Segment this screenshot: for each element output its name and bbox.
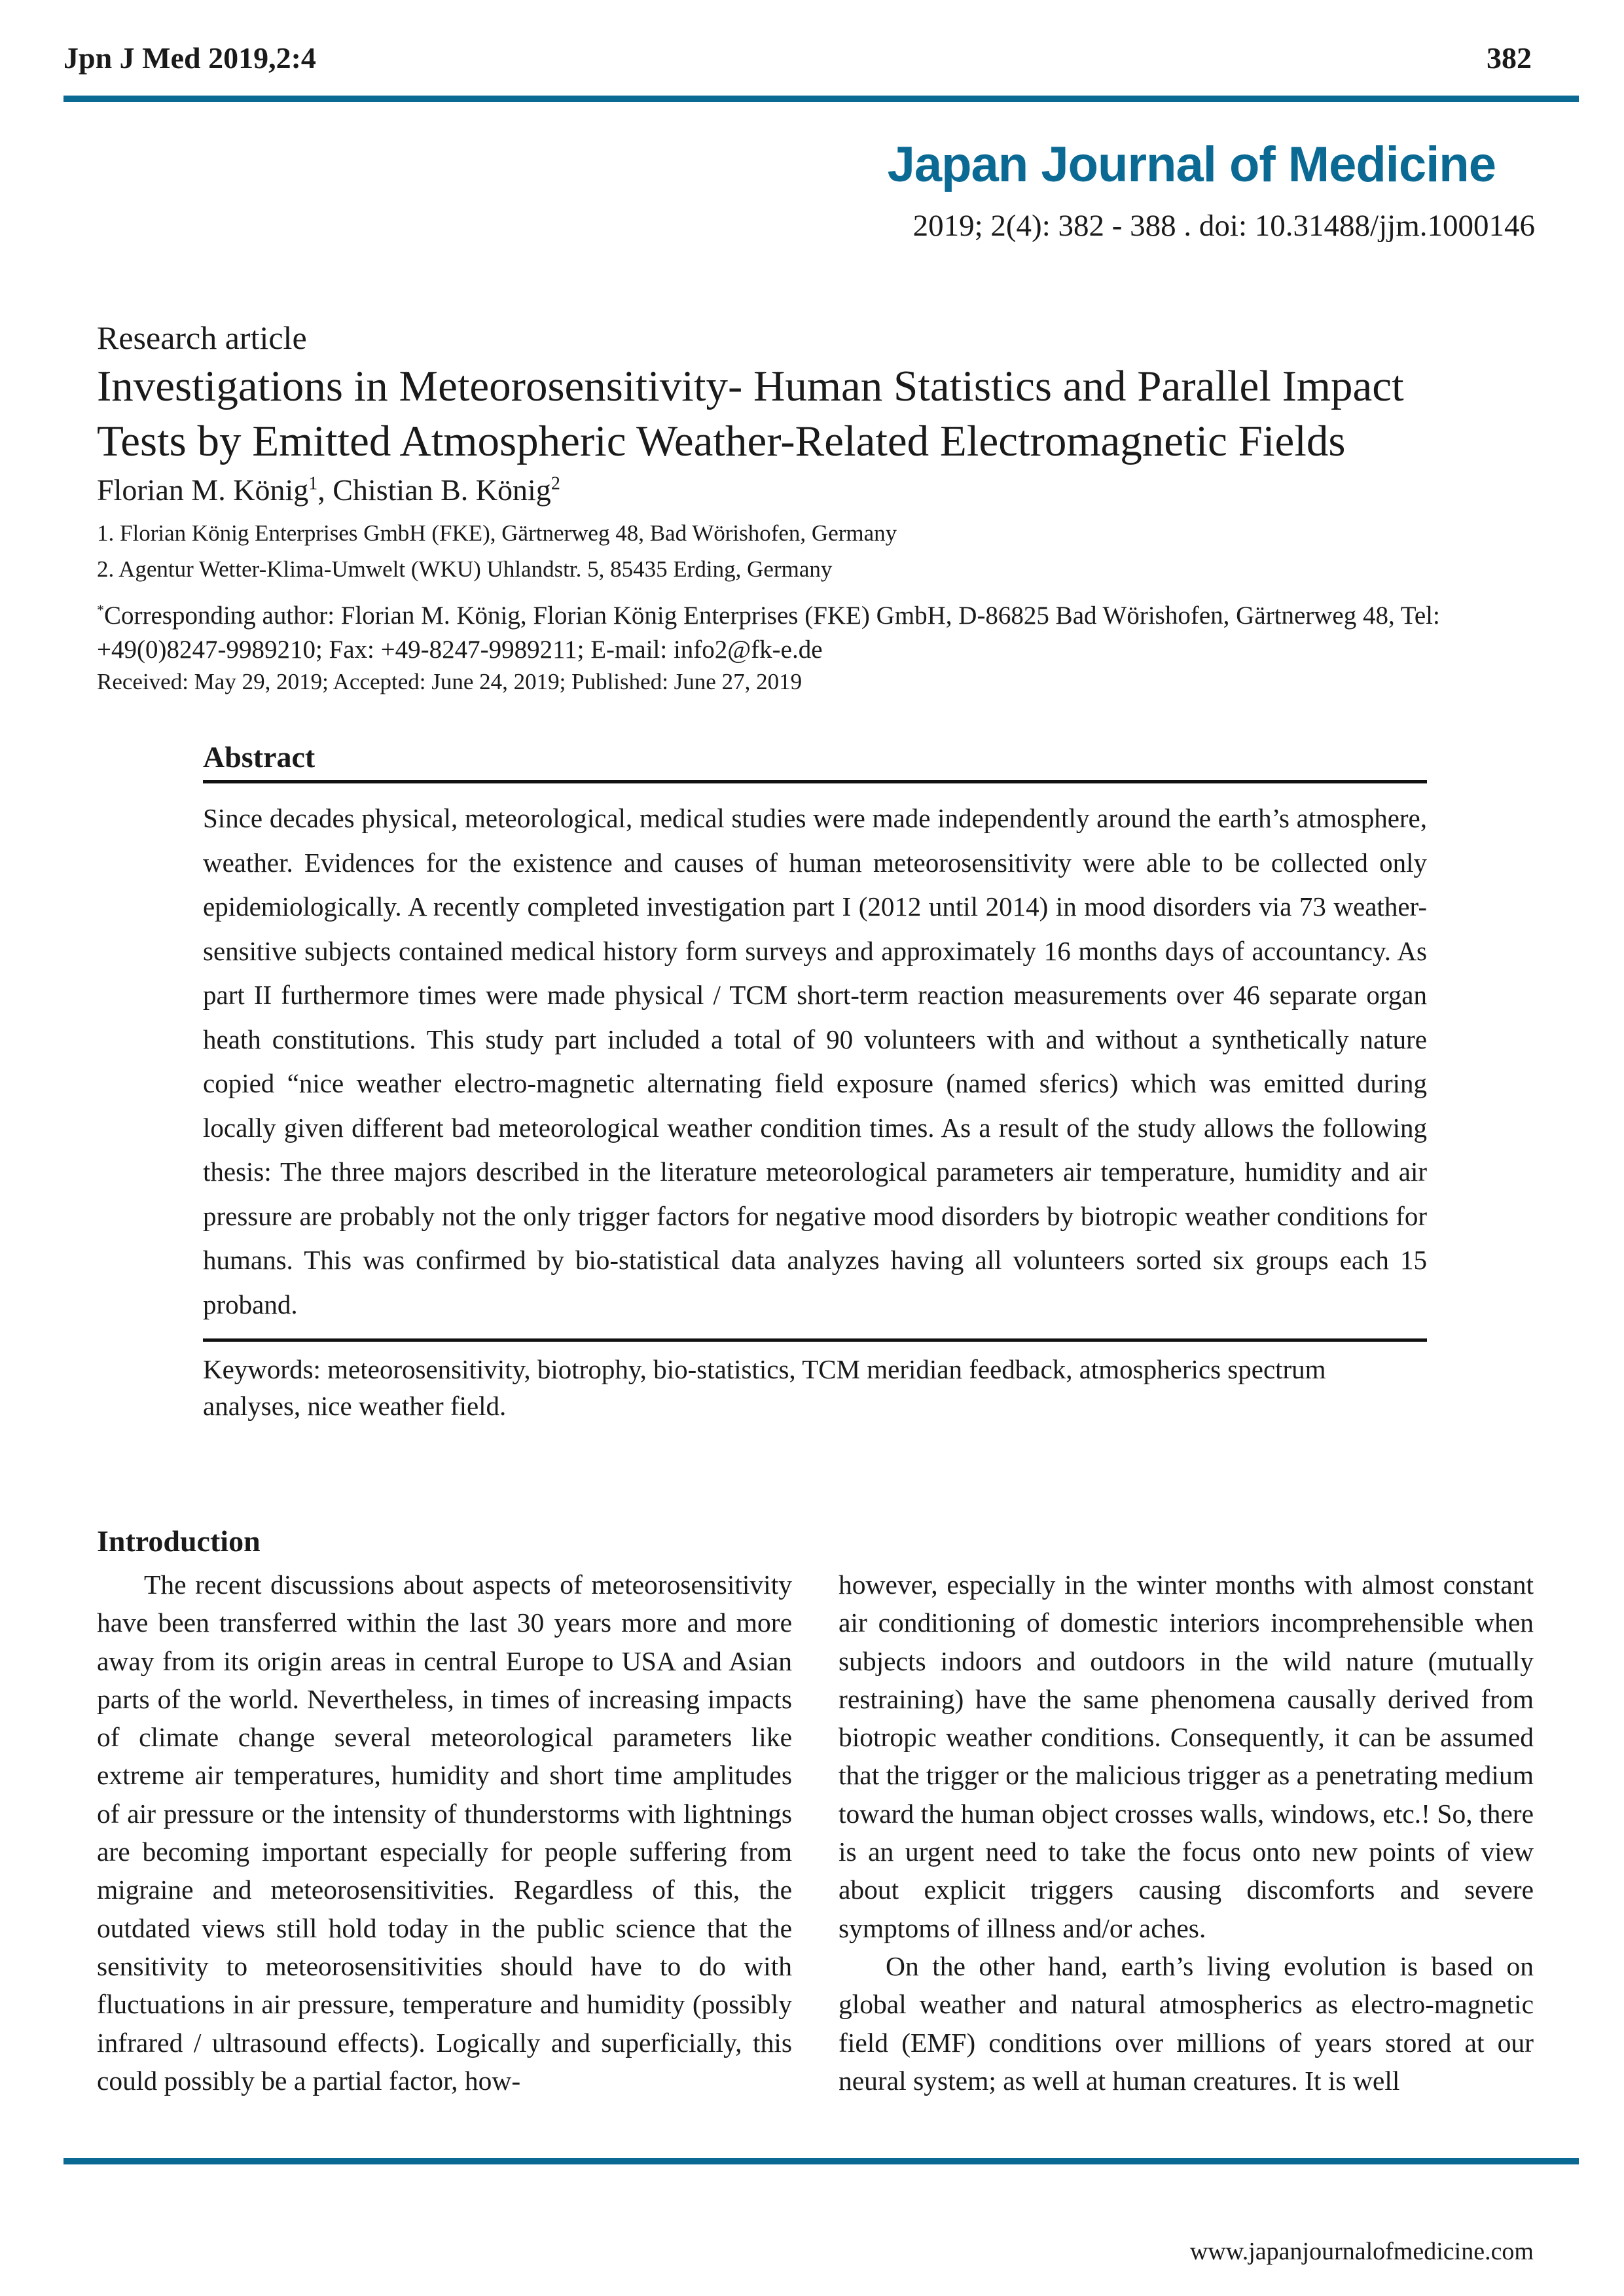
affiliation-2: 2. Agentur Wetter-Klima-Umwelt (WKU) Uhlandstr. 5, 85435 Erding, Germany [97, 556, 833, 582]
introduction-right-column [839, 1566, 1534, 2100]
introduction-left-column [97, 1566, 792, 2100]
author-affiliation-marker: 1 [308, 473, 318, 494]
paragraph: however, especially in the winter months with almost constant air conditioning of domestic interiors incomprehensible when subjects indoors and outdoors in the wild nature (mutually restraining) have the same phenomena causally derived from biotropic weather conditions. Consequently, it can be assumed that the trigger or the malicious trigger as a penetrating medium toward the human object crosses walls, windows, etc.! So, there is an urgent need to take the focus onto new points of view about explicit triggers causing discomforts and severe symptoms of illness and/or aches. [839, 1570, 1534, 1943]
abstract-top-rule [203, 780, 1427, 783]
author-list [97, 473, 560, 507]
corresponding-marker: * [97, 601, 104, 618]
keywords: Keywords: meteorosensitivity, biotrophy, bio-statistics, TCM meridian feedback, atmospherics spectrum analyses, nice weather field. [203, 1354, 1326, 1421]
journal-website-link[interactable]: www.japanjournalofmedicine.com [1189, 2238, 1534, 2265]
author-separator: , [317, 473, 333, 507]
footer-rule [63, 2158, 1579, 2164]
citation-doi: 2019; 2(4): 382 - 388 . doi: 10.31488/jjm.1000146 [912, 209, 1535, 243]
author-name: Florian M. König [97, 473, 309, 507]
page-number: 382 [1487, 41, 1532, 75]
paragraph: On the other hand, earth’s living evolution is based on global weather and natural atmospherics as electro-magnetic field (EMF) conditions over millions of years stored at our neural system; as well at human creatures. It is well [839, 1950, 1534, 2096]
article-title-line-1: Investigations in Meteorosensitivity- Human Statistics and Parallel Impact [97, 362, 1404, 410]
abstract-bottom-rule [203, 1338, 1427, 1342]
abstract-section [203, 740, 1427, 1424]
article-title [97, 359, 1550, 469]
author-affiliation-marker: 2 [550, 473, 560, 494]
article-type: Research article [97, 319, 307, 356]
abstract-heading: Abstract [203, 740, 316, 774]
abstract-text: Since decades physical, meteorological, medical studies were made independently around the earth’s atmosphere, weather. Evidences for the existence and causes of human meteorosensitivity were able to be collected only epidemiologically. A recently completed investigation part I (2012 until 2014) in mood disorders via 73 weather-sensitive subjects contained medical history form surveys and approximately 16 months days of accountancy. As part II furthermore times were made physical / TCM short-term reaction measurements over 46 separate organ heath constitutions. This study part included a total of 90 volunteers with and without a synthetically nature copied “nice weather electro-magnetic alternating field exposure (named sferics) which was emitted during locally given different bad meteorological weather condition times. As a result of the study allows the following thesis: The three majors described in the literature meteorological parameters air temperature, humidity and air pressure are probably not the only trigger factors for negative mood disorders by biotropic weather conditions for humans. This was confirmed by bio-statistical data analyzes having all volunteers sorted six groups each 15 proband. [203, 803, 1427, 1319]
author-name: Chistian B. König [333, 473, 551, 507]
header-rule [63, 96, 1579, 102]
corresponding-author [97, 593, 1537, 667]
running-header [63, 41, 1532, 75]
journal-name: Japan Journal of Medicine [887, 137, 1496, 192]
corresponding-author-text: Corresponding author: Florian M. König, Florian König Enterprises (FKE) GmbH, D-86825 Bad Wörishofen, Gärtnerweg 48, Tel: +49(0)8247-9989210; Fax: +49-8247-9989211; E-mail: info2@fk-e.de [97, 601, 1440, 664]
affiliation-1: 1. Florian König Enterprises GmbH (FKE), Gärtnerweg 48, Bad Wörishofen, Germany [97, 520, 897, 546]
paragraph: The recent discussions about aspects of meteorosensitivity have been transferred within the last 30 years more and more away from its origin areas in central Europe to USA and Asian parts of the world. Nevertheless, in times of increasing impacts of climate change several meteorological parameters like extreme air temperatures, humidity and short time amplitudes of air pressure or the intensity of thunderstorms with lightnings are becoming important especially for people suffering from migraine and meteorosensitivities. Regardless of this, the outdated views still hold today in the public science that the sensitivity to meteorosensitivities should have to do with fluctuations in air pressure, temperature and humidity (possibly infrared / ultrasound effects). Logically and superficially, this could possibly be a partial factor, how- [97, 1570, 792, 2096]
introduction-heading: Introduction [97, 1524, 261, 1558]
publication-dates: Received: May 29, 2019; Accepted: June 24, 2019; Published: June 27, 2019 [97, 669, 803, 694]
article-title-line-2: Tests by Emitted Atmospheric Weather-Related Electromagnetic Fields [97, 417, 1346, 465]
journal-abbreviation: Jpn J Med 2019,2:4 [63, 41, 316, 75]
